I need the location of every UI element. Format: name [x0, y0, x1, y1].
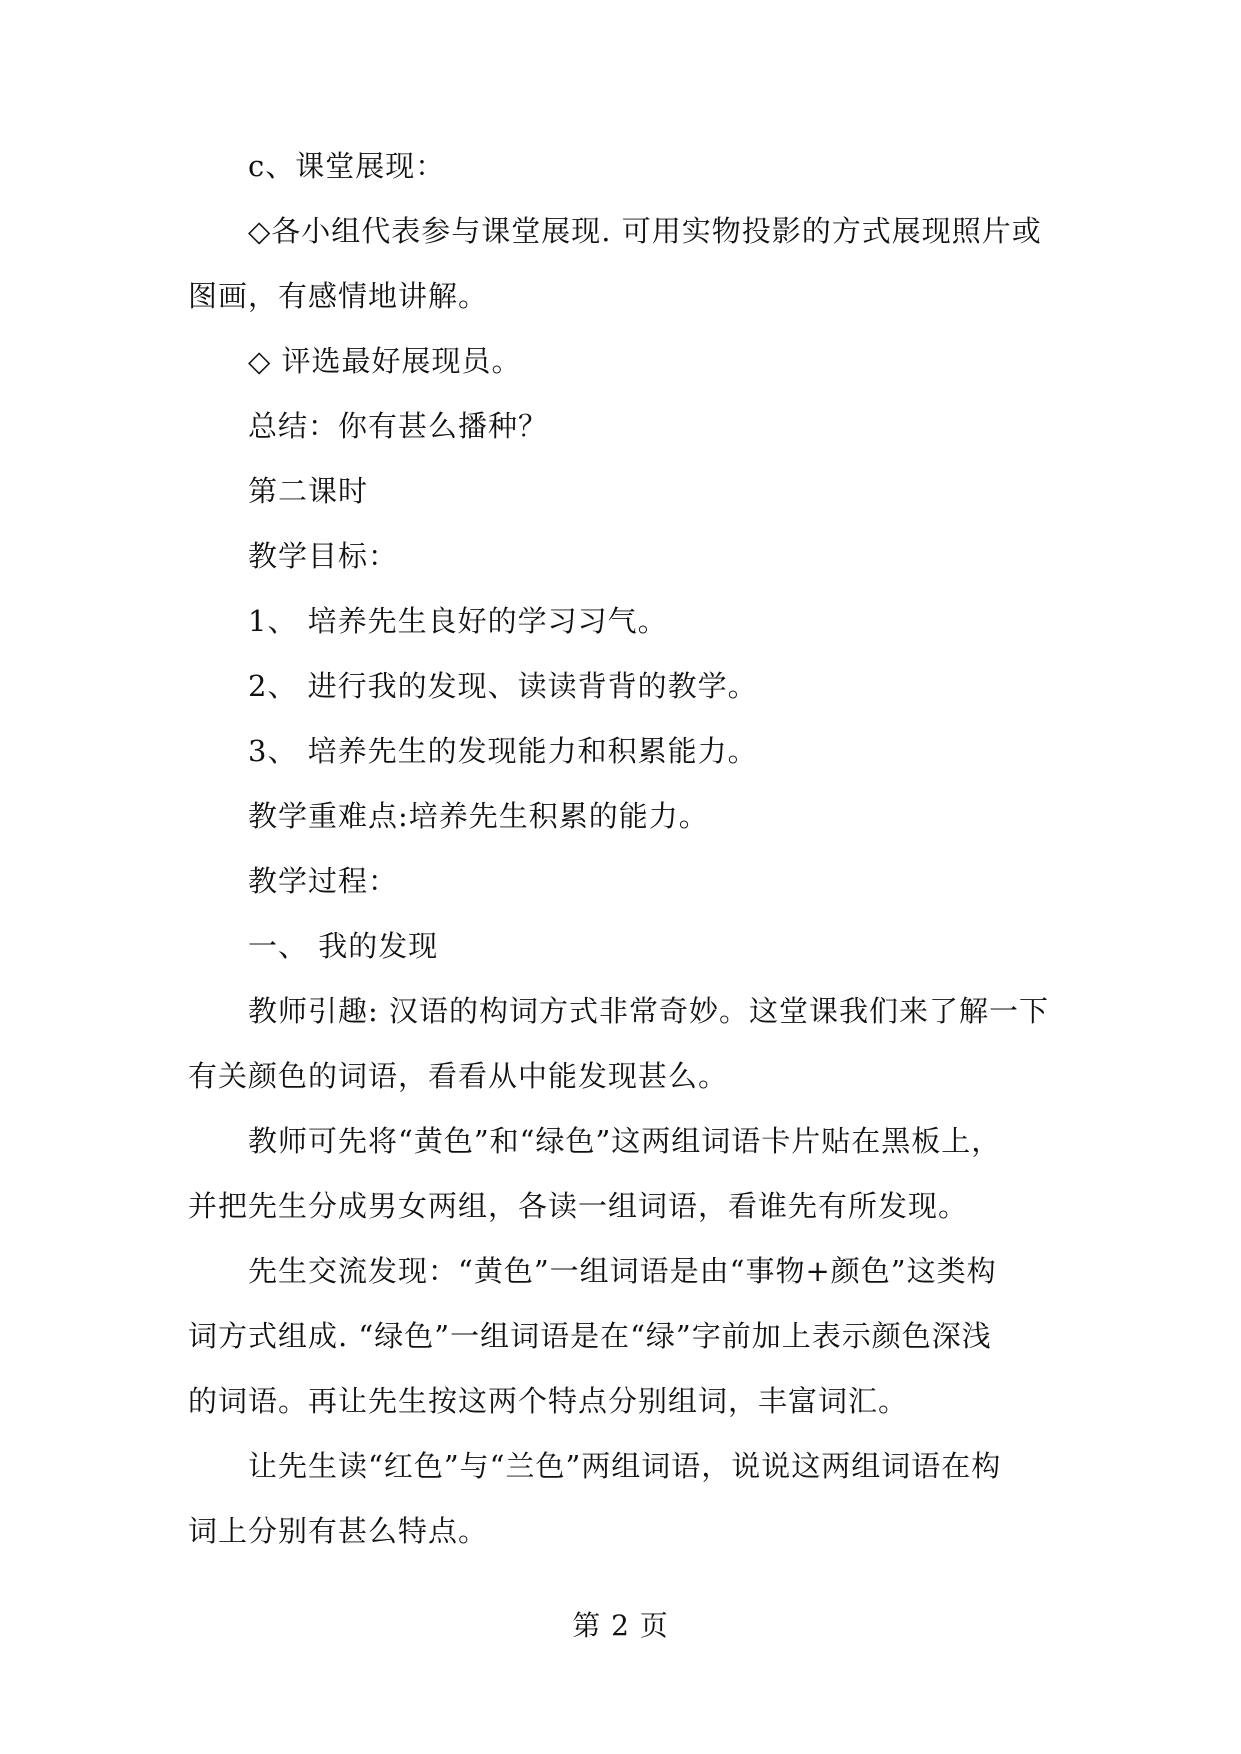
list-item: 1、 培养先生良好的学习习气。 — [248, 604, 668, 638]
paragraph-line: 词方式组成. “绿色”一组词语是在“绿”字前加上表示颜色深浅 — [188, 1319, 992, 1353]
page-number: 第 2 页 — [572, 1609, 669, 1642]
list-item: 3、 培养先生的发现能力和积累能力。 — [248, 734, 758, 768]
paragraph-line: 先生交流发现：“黄色”一组词语是由“事物+颜色”这类构 — [248, 1254, 997, 1288]
paragraph-line: 图画，有感情地讲解。 — [188, 279, 489, 313]
paragraph-line: ◇各小组代表参与课堂展现. 可用实物投影的方式展现照片或 — [248, 214, 1042, 248]
section-heading: 第二课时 — [248, 474, 369, 508]
paragraph-line: 教学重难点:培养先生积累的能力。 — [248, 799, 709, 833]
paragraph-line: 总结：你有甚么播种？ — [248, 409, 549, 443]
paragraph-line: 的词语。再让先生按这两个特点分别组词，丰富词汇。 — [188, 1384, 909, 1418]
list-item: 2、 进行我的发现、读读背背的教学。 — [248, 669, 758, 703]
paragraph-line: 教师可先将“黄色”和“绿色”这两组词语卡片贴在黑板上， — [248, 1124, 1002, 1158]
paragraph-line: 并把先生分成男女两组，各读一组词语，看谁先有所发现。 — [188, 1189, 969, 1223]
paragraph-line: 教师引趣: 汉语的构词方式非常奇妙。这堂课我们来了解一下 — [248, 994, 1049, 1028]
paragraph-line: 词上分别有甚么特点。 — [188, 1514, 489, 1548]
section-heading: c、课堂展现： — [248, 149, 446, 183]
section-heading: 一、 我的发现 — [248, 929, 439, 963]
section-heading: 教学目标： — [248, 539, 399, 573]
paragraph-line: 让先生读“红色”与“兰色”两组词语，说说这两组词语在构 — [248, 1449, 1002, 1483]
paragraph-line: ◇ 评选最好展现员。 — [248, 344, 522, 378]
paragraph-line: 有关颜色的词语，看看从中能发现甚么。 — [188, 1059, 729, 1093]
section-heading: 教学过程： — [248, 864, 399, 898]
